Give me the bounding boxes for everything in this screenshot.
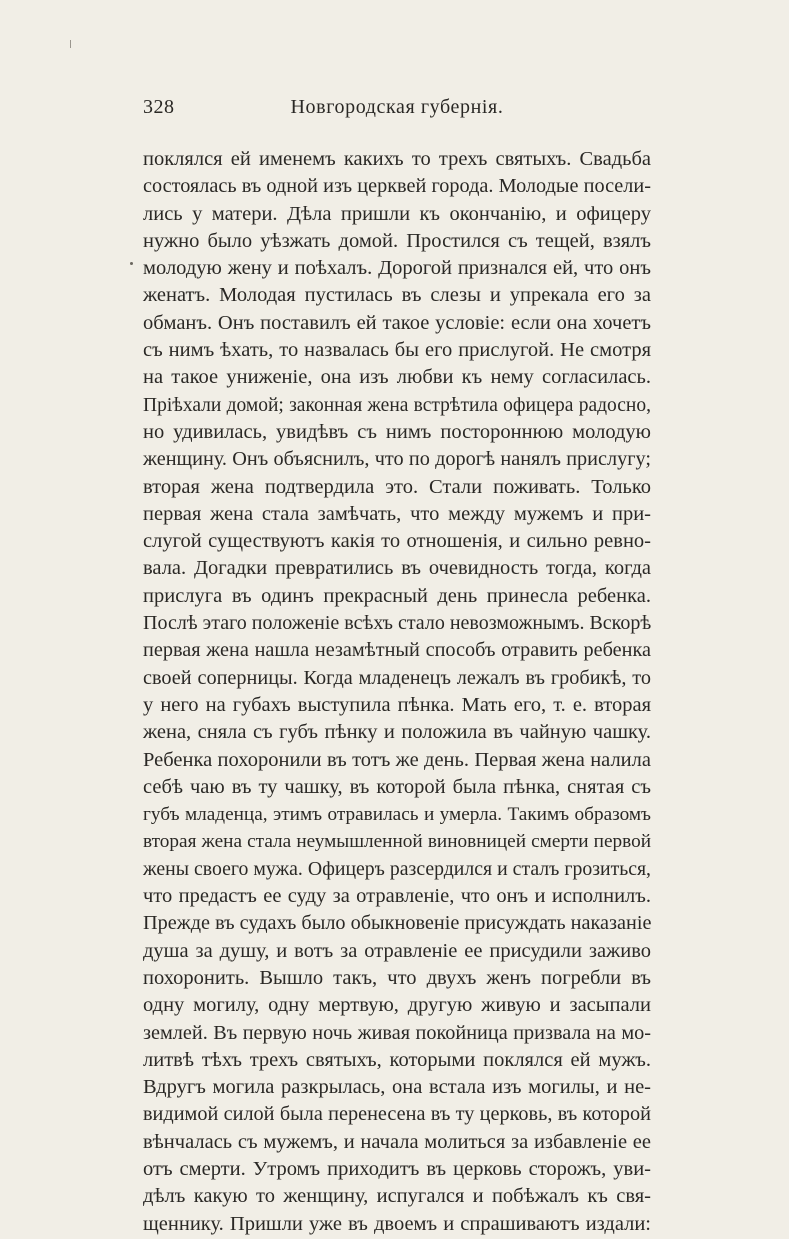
- text-line: щеннику. Пришли уже въ двоемъ и спрашиваютъ издали:: [143, 1212, 651, 1235]
- text-line: на такое униженіе, она изъ любви къ нему согласилась.: [143, 366, 651, 389]
- text-line: первая жена стала замѣчать, что между мужемъ и при-: [143, 502, 651, 525]
- text-line: губъ младенца, этимъ отравилась и умерла. Такимъ образомъ: [143, 804, 651, 826]
- running-header: [143, 96, 651, 126]
- text-line: лись у матери. Дѣла пришли къ окончанію, и офицеру: [143, 202, 651, 225]
- text-line: женатъ. Молодая пустилась въ слезы и упрекала его за: [143, 284, 651, 307]
- text-line: душа за душу, и вотъ за отравленіе ее присудили заживо: [143, 939, 651, 962]
- text-line: обманъ. Онъ поставилъ ей такое условіе: если она хочетъ: [143, 311, 651, 334]
- margin-mark: [70, 40, 71, 48]
- text-line: у него на губахъ выступила пѣнка. Мать его, т. е. вторая: [143, 693, 651, 716]
- text-line: что предастъ ее суду за отравленіе, что онъ и исполнилъ.: [143, 885, 651, 908]
- running-title: Новгородская губернія.: [290, 96, 504, 118]
- text-line: первая жена нашла незамѣтный способъ отравить ребенка: [143, 639, 651, 662]
- text-line: отъ смерти. Утромъ приходитъ въ церковь сторожъ, уви-: [143, 1157, 651, 1180]
- body-text: [143, 146, 651, 1238]
- text-line: Вдругъ могила разкрылась, она встала изъ могилы, и не-: [143, 1076, 651, 1099]
- text-line: состоялась въ одной изъ церквей города. Молодые посели-: [143, 175, 651, 198]
- text-line: вторая жена подтвердила это. Стали поживать. Только: [143, 475, 651, 498]
- text-line: прислуга въ одинъ прекрасный день принесла ребенка.: [143, 584, 651, 607]
- text-line: молодую жену и поѣхалъ. Дорогой признался ей, что онъ: [143, 257, 651, 280]
- text-line: съ нимъ ѣхать, то назвалась бы его прислугой. Не смотря: [143, 339, 651, 362]
- text-line: поклялся ей именемъ какихъ то трехъ святыхъ. Свадьба: [143, 148, 651, 170]
- text-line: себѣ чаю въ ту чашку, въ которой была пѣнка, снятая съ: [143, 775, 651, 798]
- text-line: вала. Догадки превратились въ очевидность тогда, когда: [143, 557, 651, 580]
- text-line: вѣнчалась съ мужемъ, и начала молиться за избавленіе ее: [143, 1130, 651, 1153]
- text-line: Прежде въ судахъ было обыкновеніе присуждать наказаніе: [143, 912, 652, 935]
- text-line: землей. Въ первую ночь живая покойница призвала на мо-: [143, 1021, 651, 1044]
- text-line: дѣлъ какую то женщину, испугался и побѣжалъ къ свя-: [143, 1185, 651, 1208]
- text-line: но удивилась, увидѣвъ съ нимъ постороннюю молодую: [143, 420, 651, 443]
- text-line: литвѣ тѣхъ трехъ святыхъ, которыми поклялся ей мужъ.: [143, 1048, 651, 1071]
- text-line: нужно было уѣзжать домой. Простился съ тещей, взялъ: [143, 229, 651, 252]
- text-line: Послѣ этаго положеніе всѣхъ стало невозможнымъ. Вскорѣ: [143, 612, 652, 635]
- text-line: слугой существуютъ какія то отношенія, и сильно ревно-: [143, 530, 651, 553]
- text-line: вторая жена стала неумышленной виновницей смерти первой: [143, 831, 651, 853]
- margin-dot: [130, 262, 133, 265]
- text-line: похоронить. Вышло такъ, что двухъ женъ погребли въ: [143, 966, 651, 989]
- text-line: одну могилу, одну мертвую, другую живую и засыпали: [143, 994, 651, 1017]
- text-line: Пріѣхали домой; законная жена встрѣтила офицера радосно,: [143, 394, 651, 416]
- text-line: видимой силой была перенесена въ ту церковь, въ которой: [143, 1103, 651, 1126]
- text-line: Ребенка похоронили въ тотъ же день. Первая жена налила: [143, 748, 651, 771]
- page-number: 328: [143, 96, 175, 118]
- text-line: женщину. Онъ объяснилъ, что по дорогѣ нанялъ прислугу;: [143, 448, 651, 471]
- text-line: своей соперницы. Когда младенецъ лежалъ въ гробикѣ, то: [143, 666, 651, 689]
- text-line: жена, сняла съ губъ пѣнку и положила въ чайную чашку.: [143, 721, 651, 744]
- text-line: жены своего мужа. Офицеръ разсердился и сталъ грозиться,: [143, 857, 651, 880]
